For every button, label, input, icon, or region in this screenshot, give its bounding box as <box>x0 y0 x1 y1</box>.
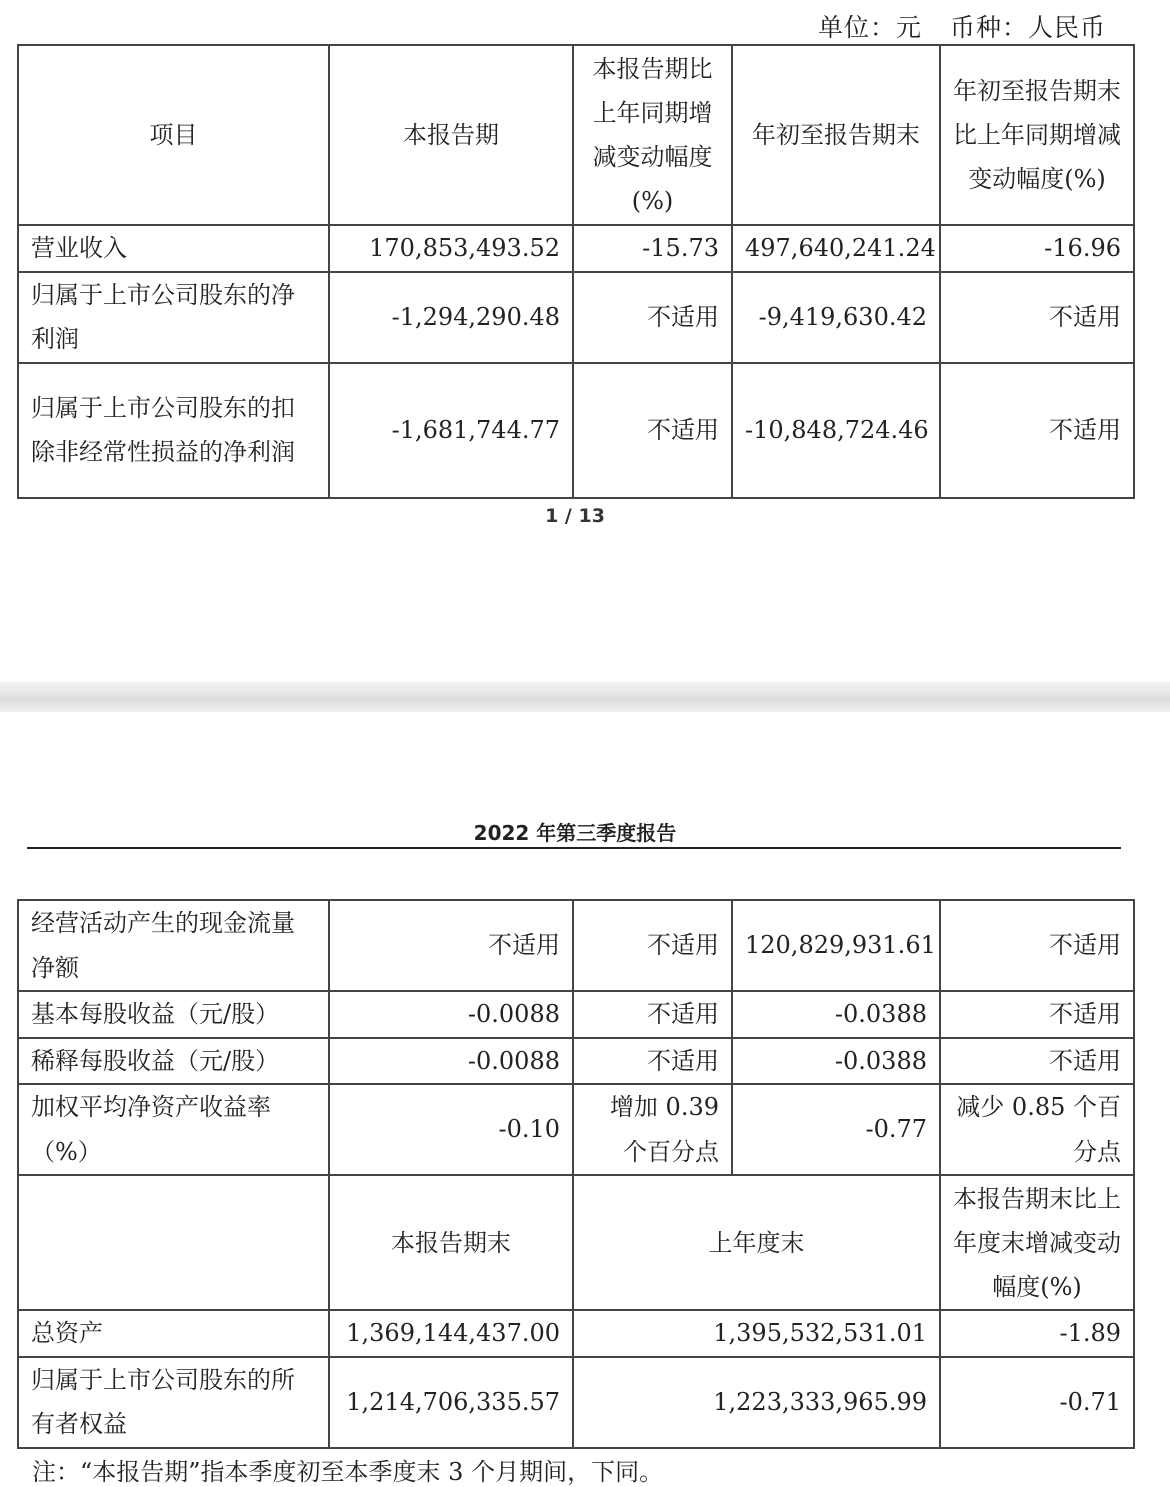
row-prior-year-end: 1,223,333,965.99 <box>573 1357 940 1448</box>
financial-summary-table-continued <box>17 899 1135 1449</box>
table-row <box>18 363 1134 498</box>
row-current: -1,681,744.77 <box>329 363 573 498</box>
row-current: -0.0088 <box>329 991 573 1038</box>
header-ytd-change: 年初至报告期末比上年同期增减变动幅度(%) <box>940 45 1134 225</box>
header-item: 项目 <box>18 45 329 225</box>
table-row <box>18 1084 1134 1175</box>
table-row <box>18 1310 1134 1357</box>
row-ytd-change: 不适用 <box>940 991 1134 1038</box>
table-row <box>18 1357 1134 1448</box>
table-row <box>18 991 1134 1038</box>
page-gap-divider <box>0 682 1170 712</box>
header-current-change: 本报告期比上年同期增减变动幅度(%) <box>573 45 732 225</box>
row-ytd: -0.77 <box>732 1084 940 1175</box>
row-current-change: 不适用 <box>573 272 732 363</box>
row-current: -1,294,290.48 <box>329 272 573 363</box>
row-item: 总资产 <box>18 1310 329 1357</box>
table-row <box>18 1038 1134 1085</box>
row-ytd: -10,848,724.46 <box>732 363 940 498</box>
page-number: 1 / 13 <box>545 505 605 527</box>
row-ytd-change: 减少 0.85 个百分点 <box>940 1084 1134 1175</box>
row-current: 170,853,493.52 <box>329 225 573 272</box>
financial-summary-table <box>17 44 1135 499</box>
row-current-change: 不适用 <box>573 991 732 1038</box>
table-header-row <box>18 45 1134 225</box>
row-item: 营业收入 <box>18 225 329 272</box>
row-item: 归属于上市公司股东的净利润 <box>18 272 329 363</box>
row-ytd: -9,419,630.42 <box>732 272 940 363</box>
header-balance-change: 本报告期末比上年度末增减变动幅度(%) <box>940 1175 1134 1310</box>
row-current: 不适用 <box>329 900 573 991</box>
row-ytd: -0.0388 <box>732 1038 940 1085</box>
row-ytd-change: 不适用 <box>940 272 1134 363</box>
row-current-change: 不适用 <box>573 1038 732 1085</box>
row-current-change: 不适用 <box>573 900 732 991</box>
row-ytd-change: 不适用 <box>940 363 1134 498</box>
row-period-end: 1,369,144,437.00 <box>329 1310 573 1357</box>
row-item: 归属于上市公司股东的所有者权益 <box>18 1357 329 1448</box>
row-ytd-change: -16.96 <box>940 225 1134 272</box>
row-item: 加权平均净资产收益率（%） <box>18 1084 329 1175</box>
row-item: 归属于上市公司股东的扣除非经常性损益的净利润 <box>18 363 329 498</box>
row-change: -0.71 <box>940 1357 1134 1448</box>
balance-header-row <box>18 1175 1134 1310</box>
balance-header-blank <box>18 1175 329 1310</box>
title-rule <box>27 847 1121 849</box>
header-ytd: 年初至报告期末 <box>732 45 940 225</box>
row-current-change: 不适用 <box>573 363 732 498</box>
table-row <box>18 272 1134 363</box>
row-period-end: 1,214,706,335.57 <box>329 1357 573 1448</box>
row-ytd: -0.0388 <box>732 991 940 1038</box>
header-current-period: 本报告期 <box>329 45 573 225</box>
row-item: 稀释每股收益（元/股） <box>18 1038 329 1085</box>
row-ytd: 497,640,241.24 <box>732 225 940 272</box>
unit-label: 单位：元 <box>817 13 922 42</box>
row-ytd-change: 不适用 <box>940 1038 1134 1085</box>
currency-label: 币种：人民币 <box>949 13 1106 42</box>
header-period-end: 本报告期末 <box>329 1175 573 1310</box>
row-current: -0.0088 <box>329 1038 573 1085</box>
row-current-change: -15.73 <box>573 225 732 272</box>
footnote: 注：“本报告期”指本季度初至本季度末 3 个月期间，下同。 <box>32 1458 664 1486</box>
report-title: 2022 年第三季度报告 <box>473 821 677 845</box>
row-current: -0.10 <box>329 1084 573 1175</box>
row-ytd-change: 不适用 <box>940 900 1134 991</box>
row-current-change: 增加 0.39 个百分点 <box>573 1084 732 1175</box>
row-item: 经营活动产生的现金流量净额 <box>18 900 329 991</box>
row-prior-year-end: 1,395,532,531.01 <box>573 1310 940 1357</box>
row-change: -1.89 <box>940 1310 1134 1357</box>
row-item: 基本每股收益（元/股） <box>18 991 329 1038</box>
unit-line <box>818 8 1106 44</box>
table-row <box>18 900 1134 991</box>
table-row <box>18 225 1134 272</box>
row-ytd: 120,829,931.61 <box>732 900 940 991</box>
header-prior-year-end: 上年度末 <box>573 1175 940 1310</box>
